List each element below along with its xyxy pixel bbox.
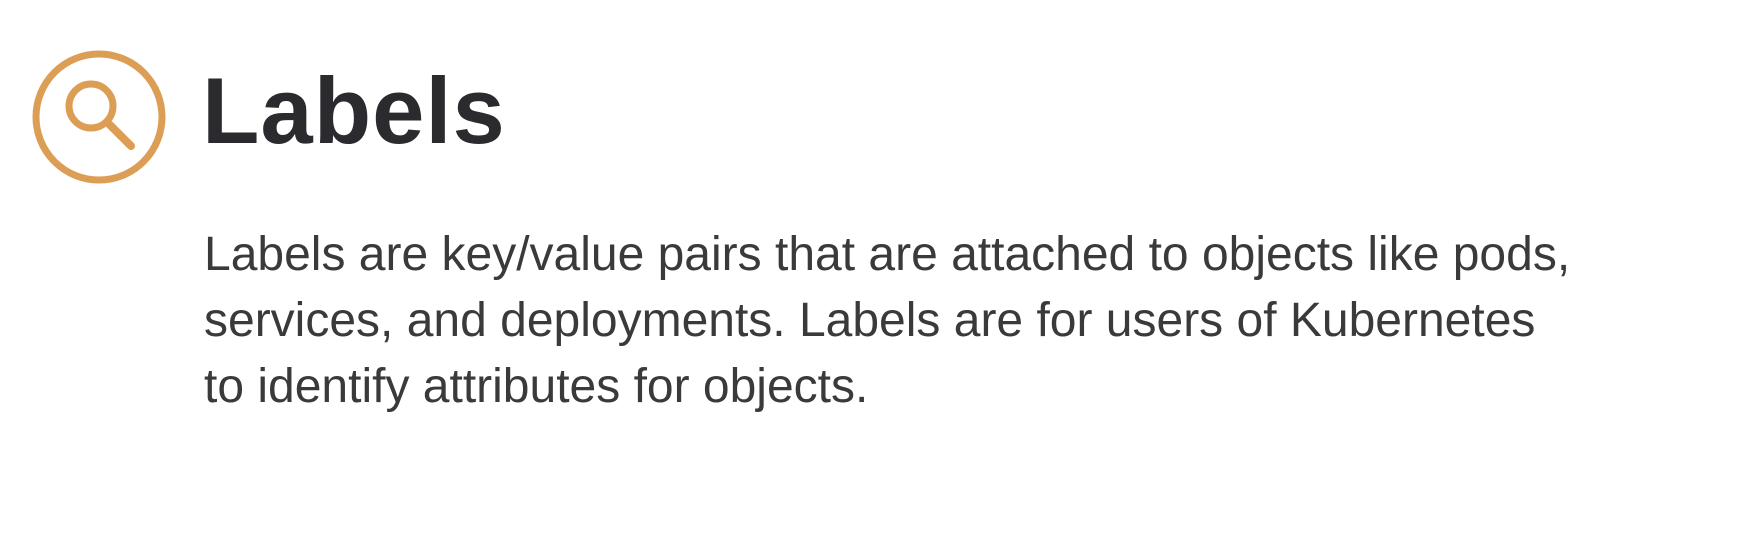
description-line: services, and deployments. Labels are for users of Kubernetes [204,294,1536,347]
slide-description [204,222,1684,420]
description-line: to identify attributes for objects. [204,360,869,413]
search-icon [30,48,168,186]
slide-title: Labels [202,58,506,163]
description-line: Labels are key/value pairs that are attached to objects like pods, [204,228,1571,281]
